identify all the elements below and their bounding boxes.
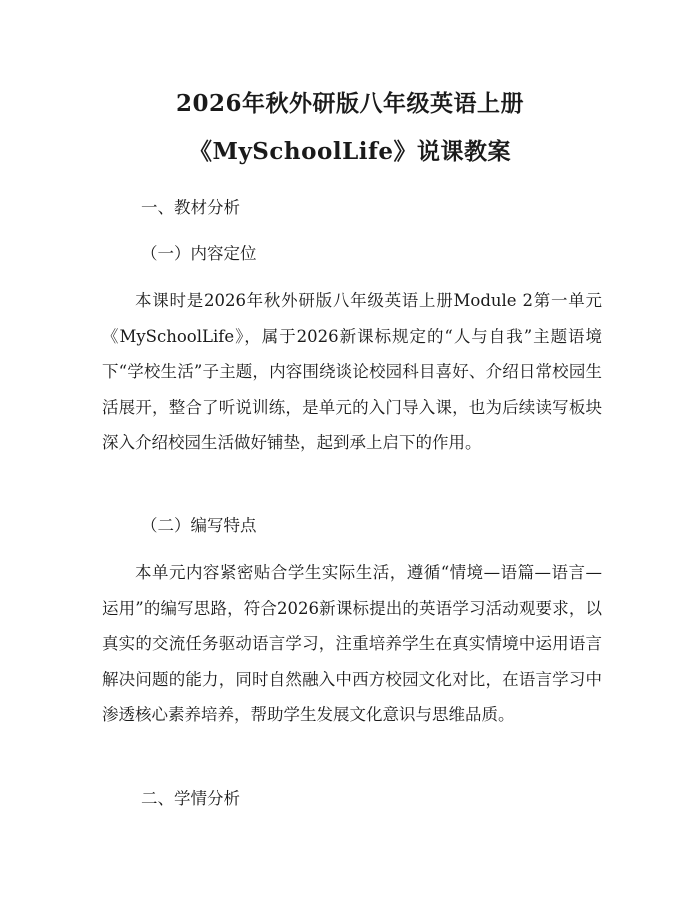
subsection-heading-content-positioning: （一）内容定位 <box>141 244 257 263</box>
paragraph-compilation-features: 本单元内容紧密贴合学生实际生活，遵循“情境—语篇—语言—运用”的编写思路，符合2026新课标提出的英语学习活动观要求，以真实的交流任务驱动语言学习，注重培养学生在真实情境中运用语言解决问题的能力，同时自然融入中西方校园文化对比，在语言学习中渗透核心素养培养，帮助学生发展文化意识与思维品质。 <box>102 563 602 724</box>
subsection-heading-compilation-features: （二）编写特点 <box>141 516 257 535</box>
document-title-line1: 2026年秋外研版八年级英语上册 <box>175 90 524 117</box>
section-heading-textbook-analysis: 一、教材分析 <box>141 198 240 217</box>
paragraph-content-positioning: 本课时是2026年秋外研版八年级英语上册Module 2第一单元《MySchoolLife》，属于2026新课标规定的“人与自我”主题语境下“学校生活”子主题，内容围绕谈论校园科目喜好、介绍日常校园生活展开，整合了听说训练，是单元的入门导入课，也为后续读写板块深入介绍校园生活做好铺垫，起到承上启下的作用。 <box>102 291 602 452</box>
section-heading-student-analysis: 二、学情分析 <box>141 789 240 808</box>
document-title-line2: 《MySchoolLife》说课教案 <box>188 138 511 165</box>
